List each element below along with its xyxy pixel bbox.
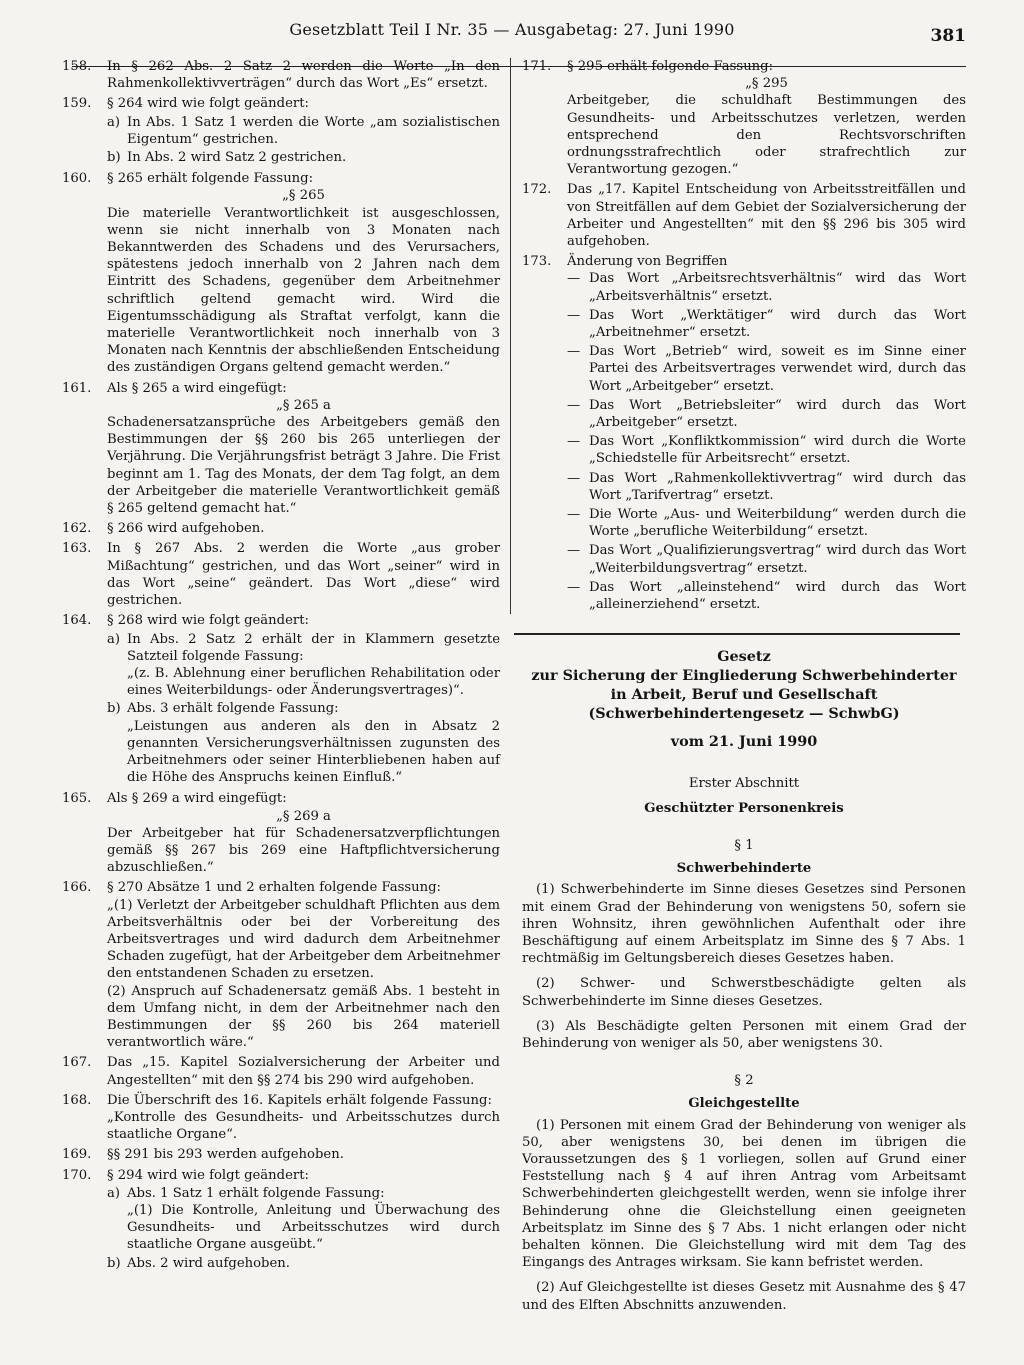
amendment-item [62,879,500,1051]
dash-mark: — [567,579,581,595]
quoted-text: Der Arbeitgeber hat für Schadenersatzverpflichtungen gemäß §§ 267 bis 269 eine Haftpflichtversicherung abzuschließen.“ [107,825,500,876]
item-text: Als § 269 a wird eingefügt: [107,791,287,807]
amendment-item [522,253,966,615]
quoted-paragraph-heading: „§ 269 a [276,808,331,824]
sub-item-body [127,1255,500,1272]
item-body [107,520,500,537]
paragraph-text: (2) Auf Gleichgestellte ist dieses Gesetz mit Ausnahme des § 47 und des Elften Abschnitts anzuwenden. [522,1280,966,1313]
item-body [107,1167,500,1273]
dash-mark: — [567,434,581,450]
sub-item [107,114,500,148]
amendment-item [62,1092,500,1144]
item-text: §§ 291 bis 293 werden aufgehoben. [107,1147,344,1163]
item-body [107,58,500,92]
item-text: Das „15. Kapitel Sozialversicherung der Arbeiter und Angestellten“ mit den §§ 274 bis 290 wird aufgehoben. [107,1055,500,1088]
dash-item-text: Das Wort „Betriebsleiter“ wird durch das Wort „Arbeitgeber“ ersetzt. [589,397,966,431]
paragraph-text: (2) Schwer- und Schwerstbeschädigte gelten als Schwerbehinderte im Sinne dieses Gesetzes. [522,976,966,1009]
dash-item [567,397,966,431]
amendment-item [522,58,966,178]
amendment-item [62,612,500,787]
item-text: Das „17. Kapitel Entscheidung von Arbeitsstreitfällen und von Streitfällen auf dem Gebiet der Sozialversicherung der Arbeiter und Angestellten“ mit den §§ 296 bis 305 wird aufgehoben. [567,182,966,250]
sub-item-text: In Abs. 2 wird Satz 2 gestrichen. [127,150,347,166]
sub-item-text: In Abs. 1 Satz 1 werden die Worte „am sozialistischen Eigentum“ gestrichen. [127,114,500,147]
dash-item [567,506,966,540]
page-number: 381 [930,26,966,46]
section-title: Geschützter Personenkreis [644,800,844,816]
quoted-text: „Kontrolle des Gesundheits- und Arbeitsschutzes durch staatliche Organe“. [107,1109,500,1143]
item-number: 163. [62,541,92,557]
dash-mark: — [567,507,581,523]
sub-item-quote: „(1) Die Kontrolle, Anleitung und Überwachung des Gesundheits- und Arbeitsschutzes wird durch staatliche Organe ausgeübt.“ [127,1203,500,1253]
dash-item-text: Das Wort „Betrieb“ wird, soweit es im Sinne einer Partei des Arbeitsvertrages verwendet wird, durch das Wort „Arbeitgeber“ ersetzt. [589,344,966,394]
right-column [522,58,966,1322]
amendment-item [62,1167,500,1273]
left-column [62,58,500,1276]
quoted-text: Die materielle Verantwortlichkeit ist ausgeschlossen, wenn sie nicht innerhalb von 3 Monaten nach Bekanntwerden des Schadens und des Verursachers, spätestens jedoch innerhalb von 2 Jahren nach dem Eintritt des Schadens, gegenüber dem Arbeitnehmer schriftlich geltend gemacht wird. Wird die Eigentumsschädigung als Straftat verfolgt, kann die materielle Verantwortlichkeit noch innerhalb von 3 Monaten nach Kenntnis der abschließenden Entscheidung des zuständigen Organs geltend gemacht werden.“ [107,205,500,376]
item-body [107,1092,500,1144]
law-title-line: (Schwerbehindertengesetz — SchwbG) [588,705,900,723]
sub-item-body [127,631,500,700]
item-text: § 268 wird wie folgt geändert: [107,613,309,629]
paragraph-title: Gleichgestellte [688,1096,800,1112]
item-body [107,95,500,167]
sub-item-label: b) [107,701,121,717]
item-body [567,58,966,178]
dash-item [567,433,966,467]
dash-item-text: Die Worte „Aus- und Weiterbildung“ werden durch die Worte „berufliche Weiterbildung“ ersetzt. [589,507,966,540]
item-text: § 264 wird wie folgt geändert: [107,96,309,112]
item-text: Als § 265 a wird eingefügt: [107,380,287,396]
item-number: 166. [62,880,92,896]
law-title-line: in Arbeit, Beruf und Gesellschaft [610,686,878,704]
item-text: § 266 wird aufgehoben. [107,521,265,537]
dash-item [567,579,966,613]
item-text: In § 267 Abs. 2 werden die Worte „aus grober Mißachtung“ gestrichen, und das Wort „seiner“ wird in das Wort „seine“ geändert. Das Wort „diese“ wird gestrichen. [107,541,500,609]
header-title: Gesetzblatt Teil I Nr. 35 — Ausgabetag: 27. Juni 1990 [289,20,735,39]
sub-item-text: In Abs. 2 Satz 2 erhält der in Klammern gesetzte Satzteil folgende Fassung: [127,631,500,664]
dash-item [567,270,966,304]
right-items [522,58,966,615]
item-text: § 295 erhält folgende Fassung: [567,59,774,74]
item-number: 161. [62,380,92,396]
quoted-paragraph-heading: „§ 265 a [276,397,331,413]
quoted-text: Arbeitgeber, die schuldhaft Bestimmungen des Gesundheits- und Arbeitsschutzes verletzen, werden entsprechend den Rechtsvorschriften ordnungsstrafrechtlich oder strafrechtlich zur Verantwortung gezogen.“ [567,93,966,178]
dash-item [567,307,966,341]
quoted-text: „(1) Verletzt der Arbeitgeber schuldhaft Pflichten aus dem Arbeitsverhältnis oder bei der Vorbereitung des Arbeitsvertrages und wird dadurch dem Arbeitnehmer Schaden zugefügt, hat der Arbeitgeber dem Arbeitnehmer den entstandenen Schaden zu ersetzen. [107,897,500,982]
item-body [107,612,500,787]
item-body [567,181,966,250]
quoted-paragraph-heading: „§ 295 [745,76,788,92]
item-text: § 265 erhält folgende Fassung: [107,171,314,187]
law-title [522,647,966,723]
paragraph-title: Schwerbehinderte [676,861,812,877]
sub-item-text: Abs. 3 erhält folgende Fassung: [127,701,339,717]
paragraph-number: § 2 [734,1073,754,1089]
item-body [107,380,500,518]
dash-mark: — [567,470,581,486]
dash-mark: — [567,271,581,287]
law-date: vom 21. Juni 1990 [670,733,818,751]
item-number: 168. [62,1092,92,1108]
item-text: § 294 wird wie folgt geändert: [107,1167,309,1183]
item-number: 165. [62,791,92,807]
quoted-text: Schadenersatzansprüche des Arbeitgebers gemäß den Bestimmungen der §§ 260 bis 265 unterliegen der Verjährung. Die Verjährungsfrist beträgt 3 Jahre. Die Frist beginnt am 1. Tag des Monats, der dem Tag folgt, an dem der Arbeitgeber die materielle Verantwortlichkeit gemäß § 265 geltend gemacht hat.“ [107,415,500,517]
paragraph-number: § 1 [734,837,754,853]
sub-item-quote: „Leistungen aus anderen als den in Absatz 2 genannten Versicherungsverhältnissen zugunsten des Arbeitnehmers oder seiner Hinterbliebenen haben auf die Höhe des Anspruchs keinen Einfluß.“ [127,718,500,786]
dash-mark: — [567,543,581,559]
dash-item-text: Das Wort „Rahmenkollektivvertrag“ wird durch das Wort „Tarifvertrag“ ersetzt. [589,470,966,503]
sub-item-body [127,700,500,786]
item-number: 173. [522,254,552,270]
item-body [567,253,966,615]
item-number: 172. [522,182,552,198]
dash-item [567,542,966,576]
amendment-item [522,181,966,250]
item-body [107,170,500,376]
item-number: 162. [62,521,92,537]
sub-item-label: a) [107,1185,121,1201]
law-title-line: Gesetz [717,648,771,666]
item-number: 167. [62,1055,92,1071]
item-number: 171. [522,59,552,74]
dash-item-text: Das Wort „Werktätiger“ wird durch das Wort „Arbeitnehmer“ ersetzt. [589,307,966,341]
item-number: 160. [62,171,92,187]
item-body [107,540,500,609]
item-body [107,1054,500,1088]
item-number: 170. [62,1167,92,1183]
item-body [107,1146,500,1163]
sub-item [107,1185,500,1254]
dash-mark: — [567,307,581,323]
amendment-item [62,540,500,609]
item-text: Änderung von Begriffen [567,254,728,270]
dash-item-text: Das Wort „alleinstehend“ wird durch das Wort „alleinerziehend“ ersetzt. [589,579,966,613]
paragraph-text: (3) Als Beschädigte gelten Personen mit einem Grad der Behinderung von weniger als 50, aber wenigstens 30. [522,1018,966,1051]
amendment-item [62,380,500,518]
sub-item-label: b) [107,150,121,166]
sub-item-body [127,114,500,148]
amendment-item [62,170,500,376]
sub-item-text: Abs. 2 wird aufgehoben. [127,1255,290,1271]
column-divider [510,58,511,614]
sub-item-label: b) [107,1255,121,1271]
item-text: Die Überschrift des 16. Kapitels erhält folgende Fassung: [107,1092,492,1108]
sub-item [107,1255,500,1272]
dash-item [567,343,966,395]
sub-item-quote: „(z. B. Ablehnung einer beruflichen Rehabilitation oder eines Weiterbildungs- oder Änderungsvertrages)“. [127,665,500,699]
sub-item-label: a) [107,114,121,130]
dash-mark: — [567,344,581,360]
amendment-item [62,58,500,92]
amendment-item [62,790,500,876]
amendment-item [62,1146,500,1163]
item-number: 169. [62,1147,92,1163]
quoted-paragraph-heading: „§ 265 [282,188,325,204]
page-header [0,18,1024,50]
section-heading: Erster Abschnitt [688,775,800,791]
law-title-line: zur Sicherung der Eingliederung Schwerbehinderter [531,667,957,685]
amendment-item [62,520,500,537]
sub-item-text: Abs. 1 Satz 1 erhält folgende Fassung: [127,1185,385,1201]
sub-item-body [127,149,500,166]
sub-item [107,631,500,700]
item-number: 159. [62,96,92,112]
item-text: In § 262 Abs. 2 Satz 2 werden die Worte „In den Rahmenkollektivverträgen“ durch das Wort „Es“ ersetzt. [107,59,500,92]
item-body [107,879,500,1051]
dash-item [567,470,966,504]
sub-item [107,149,500,166]
law-separator-rule [514,633,960,635]
item-body [107,790,500,876]
item-text: § 270 Absätze 1 und 2 erhalten folgende Fassung: [107,880,441,896]
dash-mark: — [567,397,581,413]
sub-item [107,700,500,786]
paragraph-text: (1) Schwerbehinderte im Sinne dieses Gesetzes sind Personen mit einem Grad der Behinderung von wenigstens 50, sofern sie ihren Wohnsitz, ihren gewöhnlichen Aufenthalt oder ihre Beschäftigung auf einem Arbeitsplatz im Sinne des § 7 Abs. 1 rechtmäßig im Geltungsbereich dieses Gesetzes haben. [522,882,966,967]
item-number: 158. [62,59,92,74]
dash-item-text: Das Wort „Qualifizierungsvertrag“ wird durch das Wort „Weiterbildungsvertrag“ ersetzt. [589,543,966,576]
amendment-item [62,1054,500,1088]
dash-item-text: Das Wort „Konfliktkommission“ wird durch die Worte „Schiedstelle für Arbeitsrecht“ ersetzt. [589,434,966,467]
sub-item-label: a) [107,631,121,647]
quoted-text: (2) Anspruch auf Schadenersatz gemäß Abs. 1 besteht in dem Umfang nicht, in dem der Arbeitnehmer nach den Bestimmungen der §§ 260 bis 264 materiell verantwortlich wäre.“ [107,983,500,1051]
paragraph-text: (1) Personen mit einem Grad der Behinderung von weniger als 50, aber wenigstens 30, bei denen im übrigen die Voraussetzungen des § 1 vorliegen, sollen auf Grund einer Feststellung nach § 4 auf ihren Antrag vom Arbeitsamt Schwerbehinderten gleichgestellt werden, wenn sie infolge ihrer Behinderung ohne die Gleichstellung einen geeigneten Arbeitsplatz im Sinne des § 7 Abs. 1 nicht erlangen oder nicht behalten können. Die Gleichstellung wird mit dem Tag des Eingangs des Antrages wirksam. Sie kann befristet werden. [522,1117,966,1271]
item-number: 164. [62,613,92,629]
dash-item-text: Das Wort „Arbeitsrechtsverhältnis“ wird das Wort „Arbeitsverhältnis“ ersetzt. [589,271,966,304]
amendment-item [62,95,500,167]
sub-item-body [127,1185,500,1254]
